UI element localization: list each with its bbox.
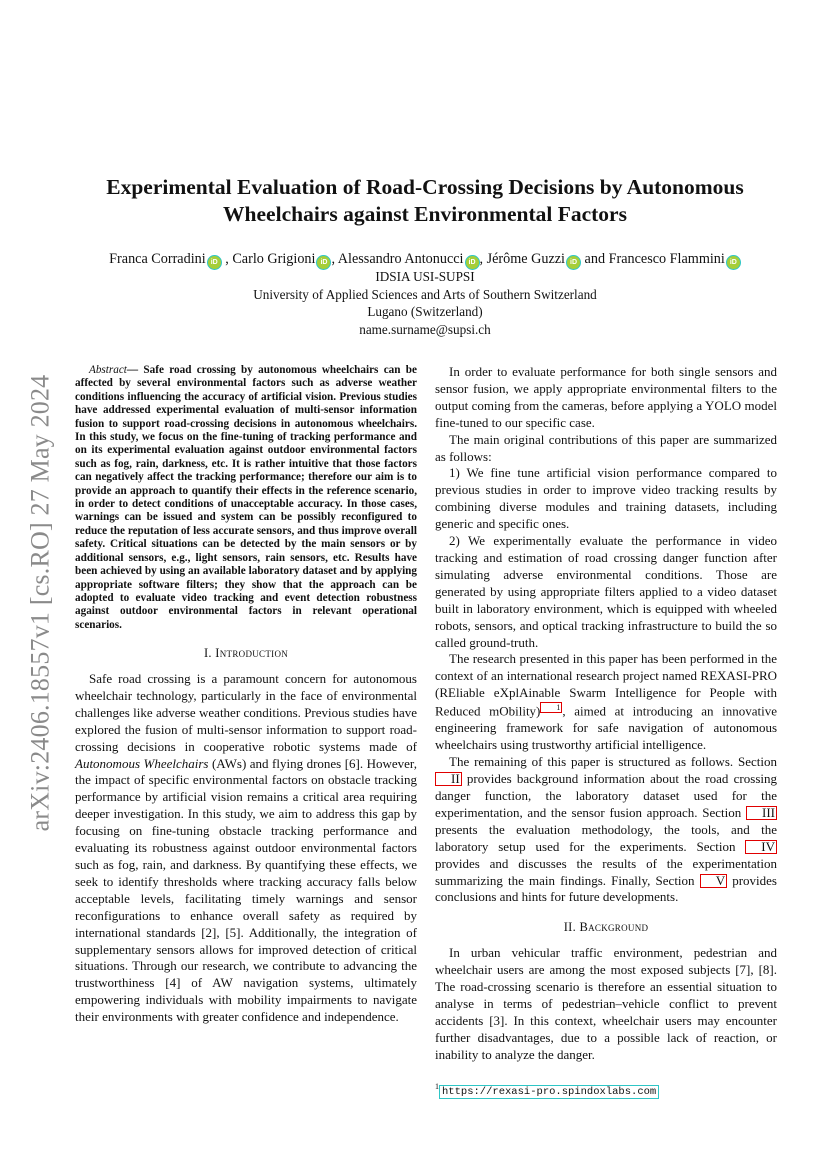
footnote [435,1080,777,1099]
intro-emphasis: Autonomous Wheelchairs [75,755,209,771]
body-paragraph [435,651,777,754]
intro-paragraph [75,671,417,1026]
abstract-label: Abstract [89,364,127,376]
orcid-icon[interactable]: iD [726,255,741,270]
right-column [435,364,777,1064]
author-name: Jérôme Guzzi [486,251,565,267]
abstract-text: Safe road crossing by autonomous wheelchairs can be affected by several environmental factors such as adverse weather conditions influencing the accuracy of artificial vision. Previous studies have addressed experimental evaluation of multi-sensor information fusion to support road-crossing decisions in autonomous wheelchairs. In this study, we focus on the fine-tuning of tracking performance and on its experimental evaluation against outdoor environmental factors such as fog, rain, darkness, etc. It is rather intuitive that those factors can negatively affect the tracking performance; therefore our aim is to provide an approach to quantify their effects in the reference scenario, in order to detect conditions of unacceptable accuracy. In those cases, warnings can be issued and system can be possibly reconfigured to reduce the reputation of less accurate sensors, and thus improve overall safety. Critical situations can be detected by the main sensors or by additional sensors, e.g., light sensors, rain sensors, etc. Results have been achieved by using an available laboratory dataset and by applying appropriate software filters; they show that the approach can be adopted to evaluate video tracking and event detection robustness against outdoor environmental factors in relevant operational scenarios. [75,364,417,631]
author-name: Alessandro Antonucci [337,251,464,267]
left-column [75,364,417,1026]
affiliation-email: name.surname@supsi.ch [359,321,491,337]
section-number: II. [563,920,580,935]
section-ref-link[interactable]: II [435,772,462,786]
footnote-number: 1 [435,1082,439,1091]
arxiv-stamp [20,355,60,850]
section-title: Background [579,920,649,935]
section-heading-background [435,919,777,936]
author-separator: , [221,251,233,267]
author-list [70,250,780,270]
background-paragraph: In urban vehicular traffic environment, pedestrian and wheelchair users are among the most exposed subjects [7], [8]. The road-crossing scenario is therefore an essential situation to analyse in terms of pedestrian–vehicle conflict to prevent accidents [3]. In this context, wheelchair users may encounter further disadvantages, due to a possible lack of reaction, or inability to analyze the danger. [435,945,777,1062]
contribution-item: 2) We experimentally evaluate the performance in video tracking and estimation of road crossing danger function after simulating adverse environmental conditions. Those are generated by using appropriate filters applied to a video dataset built in laboratory environment, which is equipped with wheeled robots, sensors, and optical tracking infrastructure to build the so called ground-truth. [435,533,777,650]
footnote-link[interactable]: 1 [540,702,562,713]
body-text: , aimed at introducing an innovative engineering framework for safe navigation of autonomous wheelchairs using trustworthy artificial intelligence. [435,703,777,753]
affiliation-city: Lugano (Switzerland) [367,304,483,319]
author-separator: and [581,251,609,267]
body-paragraph: In order to evaluate performance for both single sensors and sensor fusion, we apply appropriate environmental filters to the output coming from the cameras, before applying a YOLO model fine-tuned to our specific case. [435,364,777,430]
intro-text: (AWs) and flying drones [6]. However, the impact of specific environmental factors on obstacle tracking performance by artificial vision remains a critical area requiring deeper investigation. In this study, we aim to address this gap by focusing on fine-tuning obstacle tracking performance and evaluating its robustness against outdoor environmental factors such as fog, rain, and darkness. By quantifying these effects, we seek to identify thresholds where tracking accuracy falls below acceptable levels, facilitating timely warnings and sensor reconfigurations to enhance overall safety as required by international standards [2], [5]. Additionally, the integration of supplementary sensors allows for improved detection of critical situations. Through our research, we contribute to advancing the trustworthiness [4] of AW navigation systems, ultimately empowering individuals with mobility impairments to navigate their environments with greater confidence and independence. [75,755,417,1025]
intro-text: Safe road crossing is a paramount concern for autonomous wheelchair technology, particularly in the face of environmental challenges like adverse weather conditions. Previous studies have explored the fusion of multi-sensor information to support road-crossing decisions in cooperative robotic systems made of [75,671,417,754]
paper-title: Experimental Evaluation of Road-Crossing Decisions by Autonomous Wheelchairs against Environmental Factors [106,175,744,226]
section-ref-link[interactable]: V [700,874,727,888]
body-paragraph: The main original contributions of this paper are summarized as follows: [435,431,777,464]
arxiv-stamp-text: arXiv:2406.18557v1 [cs.RO] 27 May 2024 [25,374,54,831]
author-name: Franca Corradini [109,251,206,267]
body-text: provides conclusions and hints for future developments. [435,872,777,905]
affiliation [80,268,770,338]
section-ref-link[interactable]: IV [745,840,777,854]
orcid-icon[interactable]: iD [566,255,581,270]
abstract [75,364,417,632]
abstract-dash: — [126,364,144,376]
author-separator: , [479,251,487,267]
author-name: Carlo Grigioni [232,251,316,267]
orcid-icon[interactable]: iD [207,255,222,270]
section-ref-link[interactable]: III [746,806,777,820]
body-text: The remaining of this paper is structured as follows. Section [449,754,777,770]
footnote-url-link[interactable]: https://rexasi-pro.spindoxlabs.com [439,1085,659,1099]
body-text: provides background information about the road crossing danger function, the laboratory dataset used for the experimentation, and the sensor fusion approach. Section [435,771,777,820]
section-title: Introduction [215,646,289,661]
body-paragraph [435,754,777,906]
section-heading-introduction [75,645,417,662]
body-text: The research presented in this paper has been performed in the context of an international research project named REXASI-PRO (REliable eXplAinable Swarm Intelligence for People with Reduced mObility) [435,651,777,719]
body-text: provides and discusses the results of the experimentation summarizing the main findings. Finally, Section [435,855,777,888]
body-text: presents the evaluation methodology, the tools, and the laboratory setup used for the experiments. Section [435,821,777,854]
contribution-item: 1) We fine tune artificial vision performance compared to previous studies in order to improve video tracking results by combining diverse modules and training datasets, including generic and specific ones. [435,465,777,532]
affiliation-university: University of Applied Sciences and Arts of Southern Switzerland [253,286,597,302]
author-name: Francesco Flammini [608,251,725,267]
orcid-icon[interactable]: iD [465,255,480,270]
section-number: I. [203,646,216,661]
affiliation-institute: IDSIA USI-SUPSI [375,269,475,284]
orcid-icon[interactable]: iD [316,255,331,270]
author-separator: , [331,251,338,267]
